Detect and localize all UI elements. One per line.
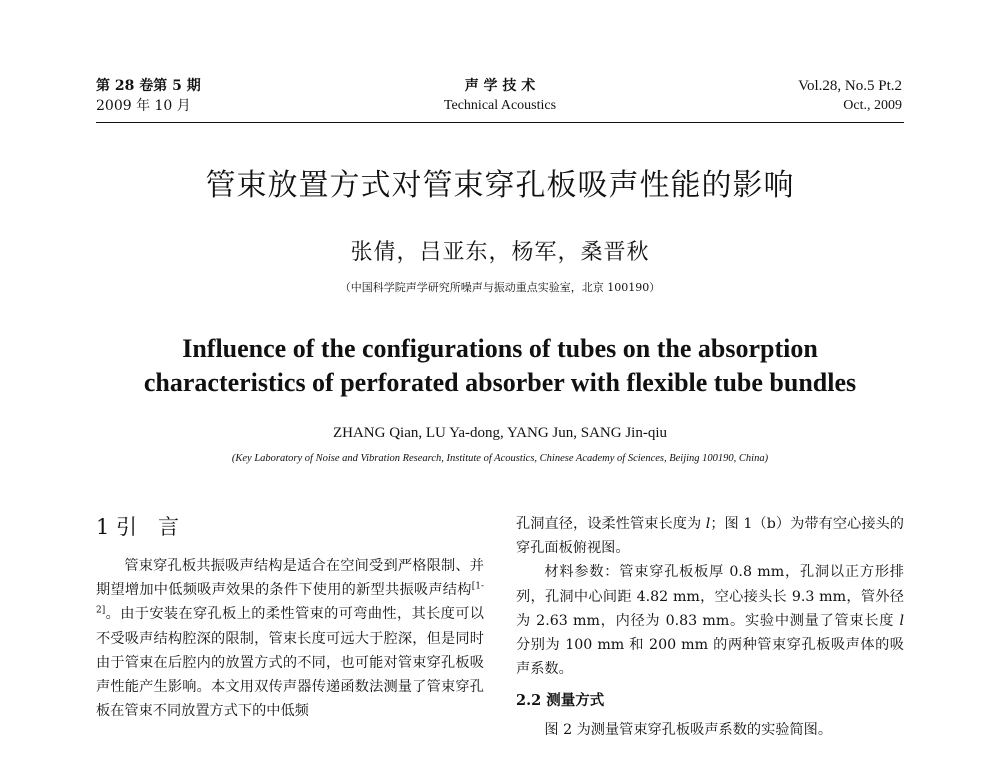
left-column (96, 512, 484, 723)
measurement-paragraph: 图 2 为测量管束穿孔板吸声系数的实验简图。 (544, 721, 833, 738)
material-text-2: 分别为 100 mm 和 200 mm 的两种管束穿孔板吸声体的吸声系数。 (516, 637, 904, 678)
paper-title-cn: 管束放置方式对管束穿孔板吸声性能的影响 (205, 168, 795, 203)
affiliation-cn: （中国科学院声学研究所噪声与振动重点实验室，北京 100190） (339, 281, 661, 294)
fig-desc-text-1: 孔洞直径，设柔性管束长度为 (516, 516, 706, 532)
material-text-1: 材料参数：管束穿孔板板厚 0.8 mm，孔洞以正方形排列，孔洞中心间距 4.82 mm，空心接头长 9.3 mm，管外径为 2.63 mm，内径为 0.83 mm。实验中测量了管束长度 (516, 564, 904, 629)
right-column (516, 512, 904, 742)
header-rule (96, 122, 904, 123)
material-parameters-paragraph (516, 560, 904, 681)
volume-issue-line: 第 28 卷第 5 期 (96, 78, 201, 94)
intro-text-2: 。由于安装在穿孔板上的柔性管束的可弯曲性，其长度可以不受吸声结构腔深的限制，管束长度可远大于腔深，但是同时由于管束在后腔内的放置方式的不同，也可能对管束穿孔板吸声性能产生影响。本文用双传声器传递函数法测量了管束穿孔板在管束不同放置方式下的中低频 (96, 606, 484, 720)
variable-l-2: l (899, 612, 904, 629)
intro-paragraph (96, 554, 484, 723)
subsection-heading-measurement: 2.2 测量方式 (516, 692, 605, 710)
volume-issue-en: Vol.28, No.5 Pt.2 (798, 78, 902, 94)
intro-text-1: 管束穿孔板共振吸声结构是适合在空间受到严格限制、并期望增加中低频吸声效果的条件下使用的新型共振吸声结构 (96, 558, 484, 599)
section-heading-introduction: 1 引 言 (96, 515, 180, 539)
authors-cn: 张倩，吕亚东，杨军，桑晋秋 (350, 240, 650, 265)
citation: [1-2] (96, 581, 484, 616)
journal-name-en: Technical Acoustics (443, 98, 557, 113)
publication-date-cn: 2009 年 10 月 (96, 98, 191, 114)
affiliation-en: (Key Laboratory of Noise and Vibration Research, Institute of Acoustics, Chinese Academy of Sciences, Beijing 100190, China) (231, 453, 769, 464)
publication-date-en: Oct., 2009 (843, 98, 902, 113)
title-en-line2: characteristics of perforated absorber with flexible tube bundles (143, 368, 857, 397)
variable-l: l (705, 516, 711, 532)
fig-desc-text-2: ；图 1（b）为带有空心接头的穿孔面板俯视图。 (516, 516, 904, 557)
title-en-line1: Influence of the configurations of tubes on the absorption (182, 334, 818, 363)
journal-volume-en (798, 76, 902, 116)
journal-name-cn: 声 学 技 术 (464, 78, 536, 94)
authors-en: ZHANG Qian, LU Ya-dong, YANG Jun, SANG Jin-qiu (332, 425, 668, 441)
paper-title-en (0, 332, 1000, 400)
figure-description-paragraph (516, 512, 904, 560)
